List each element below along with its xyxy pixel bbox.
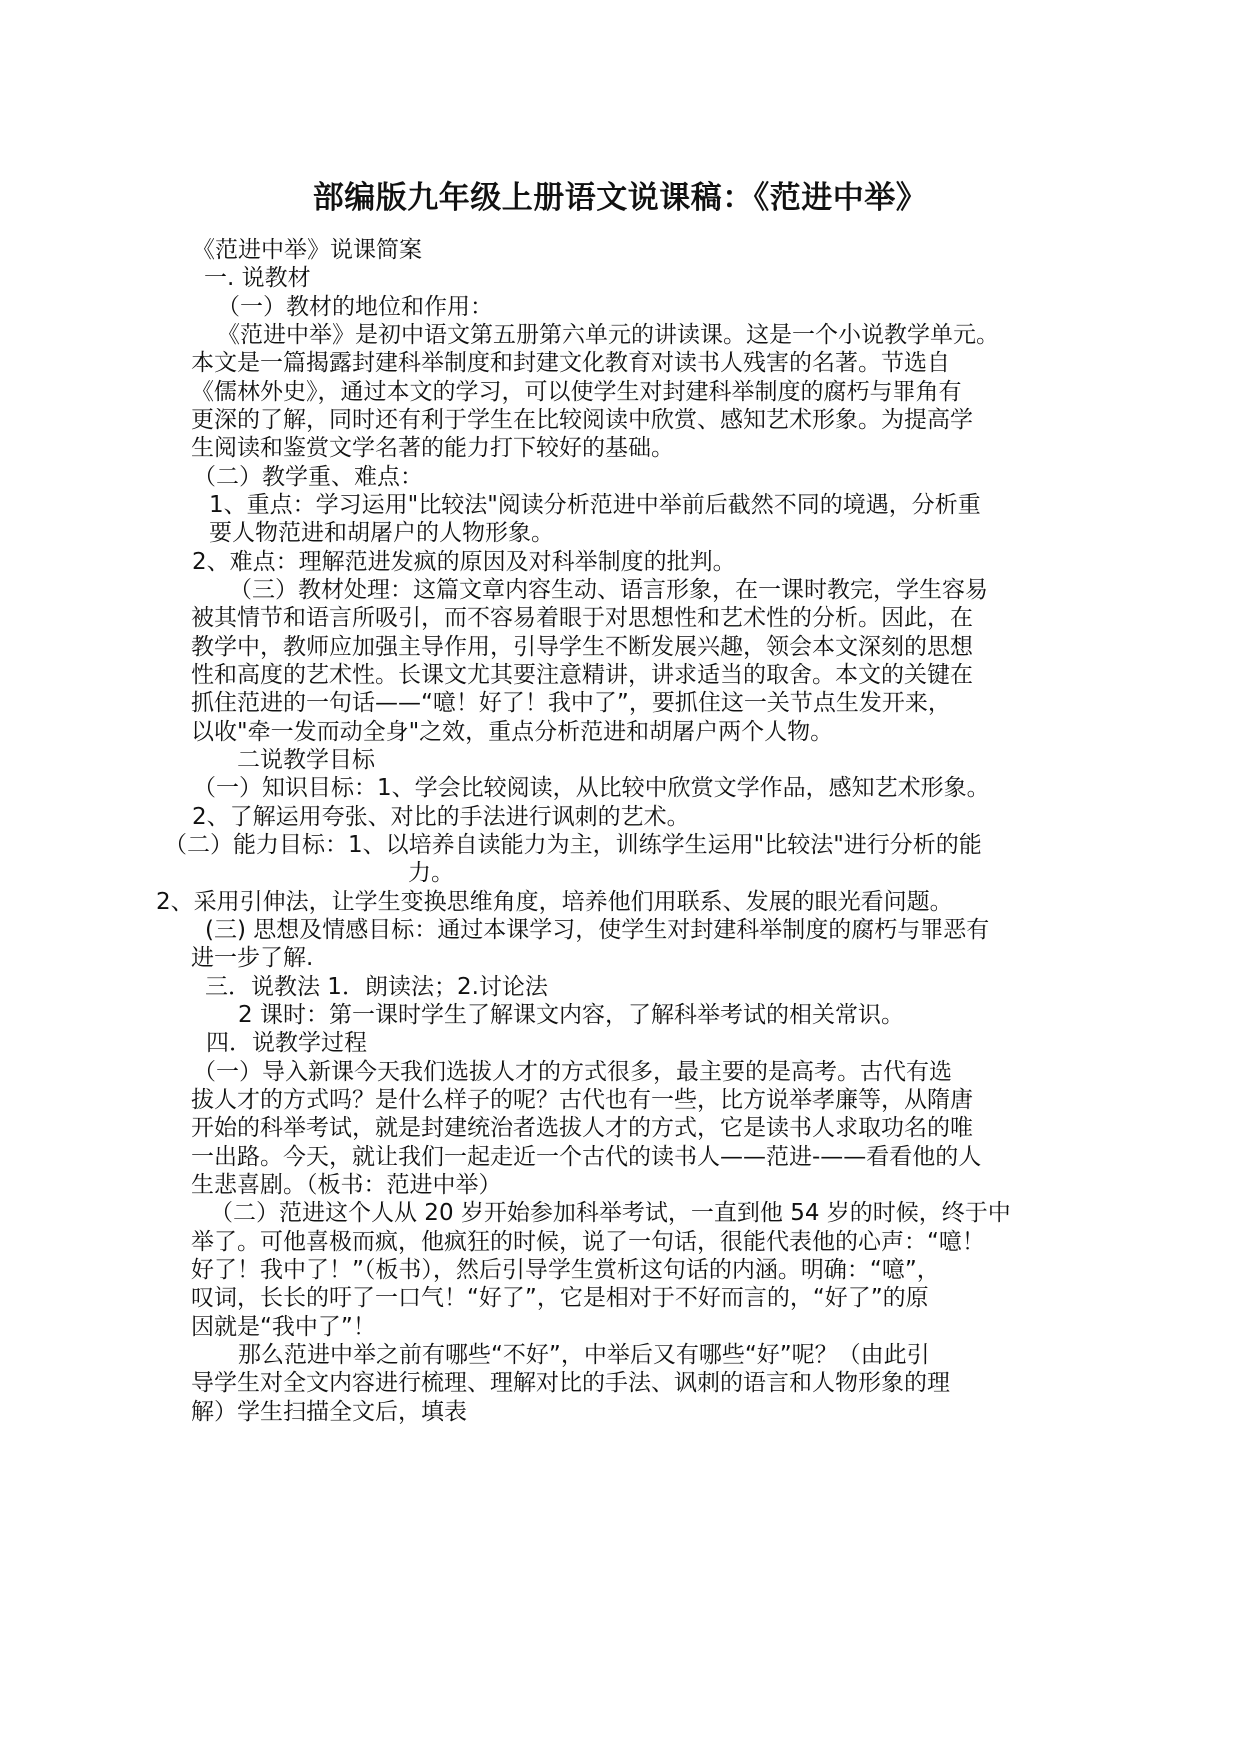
text-line: 四．说教学过程: [206, 1030, 367, 1056]
text-line: 因就是“我中了”！: [191, 1314, 376, 1340]
document-title: 部编版九年级上册语文说课稿：《范进中举》: [312, 180, 928, 216]
text-line: 解）学生扫描全文后，填表: [191, 1399, 467, 1425]
text-line: 导学生对全文内容进行梳理、理解对比的手法、讽刺的语言和人物形象的理: [191, 1370, 950, 1396]
text-line: 教学中，教师应加强主导作用，引导学生不断发展兴趣，领会本文深刻的思想: [191, 634, 973, 660]
text-line: 力。: [408, 860, 454, 886]
text-line: （二）范进这个人从 20 岁开始参加科举考试，一直到他 54 岁的时候，终于中: [210, 1200, 1011, 1226]
text-line: 要人物范进和胡屠户的人物形象。: [209, 520, 554, 546]
text-line: 一. 说教材: [204, 265, 311, 291]
text-line: 1、重点：学习运用"比较法"阅读分析范进中举前后截然不同的境遇，分析重: [209, 492, 981, 518]
text-line: 《儒林外史》，通过本文的学习，可以使学生对封建科举制度的腐朽与罪角有: [191, 379, 962, 405]
text-line: 叹词，长长的吁了一口气！“好了”，它是相对于不好而言的，“好了”的原: [191, 1285, 929, 1311]
text-line: 那么范进中举之前有哪些“不好”，中举后又有哪些“好”呢？（由此引: [238, 1342, 930, 1368]
text-line: 进一步了解.: [191, 945, 314, 971]
text-line: 2、难点：理解范进发疯的原因及对科举制度的批判。: [192, 549, 736, 575]
text-line: 二说教学目标: [237, 747, 375, 773]
text-line: 抓住范进的一句话——“噫！好了！我中了”，要抓住这一关节点生发开来，: [191, 690, 951, 716]
text-line: 更深的了解，同时还有利于学生在比较阅读中欣赏、感知艺术形象。为提高学: [191, 407, 973, 433]
text-line: 2、了解运用夸张、对比的手法进行讽刺的艺术。: [192, 804, 690, 830]
text-line: 性和高度的艺术性。长课文尤其要注意精讲，讲求适当的取舍。本文的关键在: [191, 662, 973, 688]
text-line: （三）教材处理：这篇文章内容生动、语言形象，在一课时教完，学生容易: [229, 577, 988, 603]
text-line: 2 课时：第一课时学生了解课文内容，了解科举考试的相关常识。: [238, 1002, 904, 1028]
text-line: 一出路。今天，就让我们一起走近一个古代的读书人——范进-——看看他的人: [191, 1144, 982, 1170]
text-line: 举了。可他喜极而疯，他疯狂的时候，说了一句话，很能代表他的心声：“噫！: [191, 1229, 985, 1255]
text-line: 生悲喜剧。（板书：范进中举）: [191, 1172, 502, 1198]
text-line: 好了！我中了！”（板书），然后引导学生赏析这句话的内涵。明确：“噫”，: [191, 1257, 940, 1283]
text-line: (三) 思想及情感目标：通过本课学习，使学生对封建科举制度的腐朽与罪恶有: [205, 917, 990, 943]
text-line: 三．说教法 1．朗读法；2.讨论法: [205, 974, 548, 1000]
text-line: （二）教学重、难点：: [193, 464, 423, 490]
text-line: （一）导入新课今天我们选拔人才的方式很多，最主要的是高考。古代有选: [193, 1059, 952, 1085]
text-line: 被其情节和语言所吸引，而不容易着眼于对思想性和艺术性的分析。因此，在: [191, 605, 973, 631]
text-line: 开始的科举考试，就是封建统治者选拔人才的方式，它是读书人求取功名的唯: [191, 1115, 973, 1141]
text-line: 生阅读和鉴赏文学名著的能力打下较好的基础。: [191, 435, 674, 461]
text-line: 《范进中举》是初中语文第五册第六单元的讲读课。这是一个小说教学单元。: [217, 322, 999, 348]
text-line: 以收"牵一发而动全身"之效，重点分析范进和胡屠户两个人物。: [191, 719, 834, 745]
text-line: （二）能力目标：1、以培养自读能力为主，训练学生运用"比较法"进行分析的能: [164, 832, 982, 858]
text-line: （一）知识目标：1、学会比较阅读，从比较中欣赏文学作品，感知艺术形象。: [193, 775, 990, 801]
text-line: 2、采用引伸法，让学生变换思维角度，培养他们用联系、发展的眼光看问题。: [156, 889, 953, 915]
text-line: （一）教材的地位和作用：: [217, 294, 493, 320]
text-line: 本文是一篇揭露封建科举制度和封建文化教育对读书人残害的名著。节选自: [191, 350, 950, 376]
text-line: 拔人才的方式吗？是什么样子的呢？古代也有一些，比方说举孝廉等，从隋唐: [191, 1087, 973, 1113]
text-line: 《范进中举》说课简案: [192, 237, 422, 263]
